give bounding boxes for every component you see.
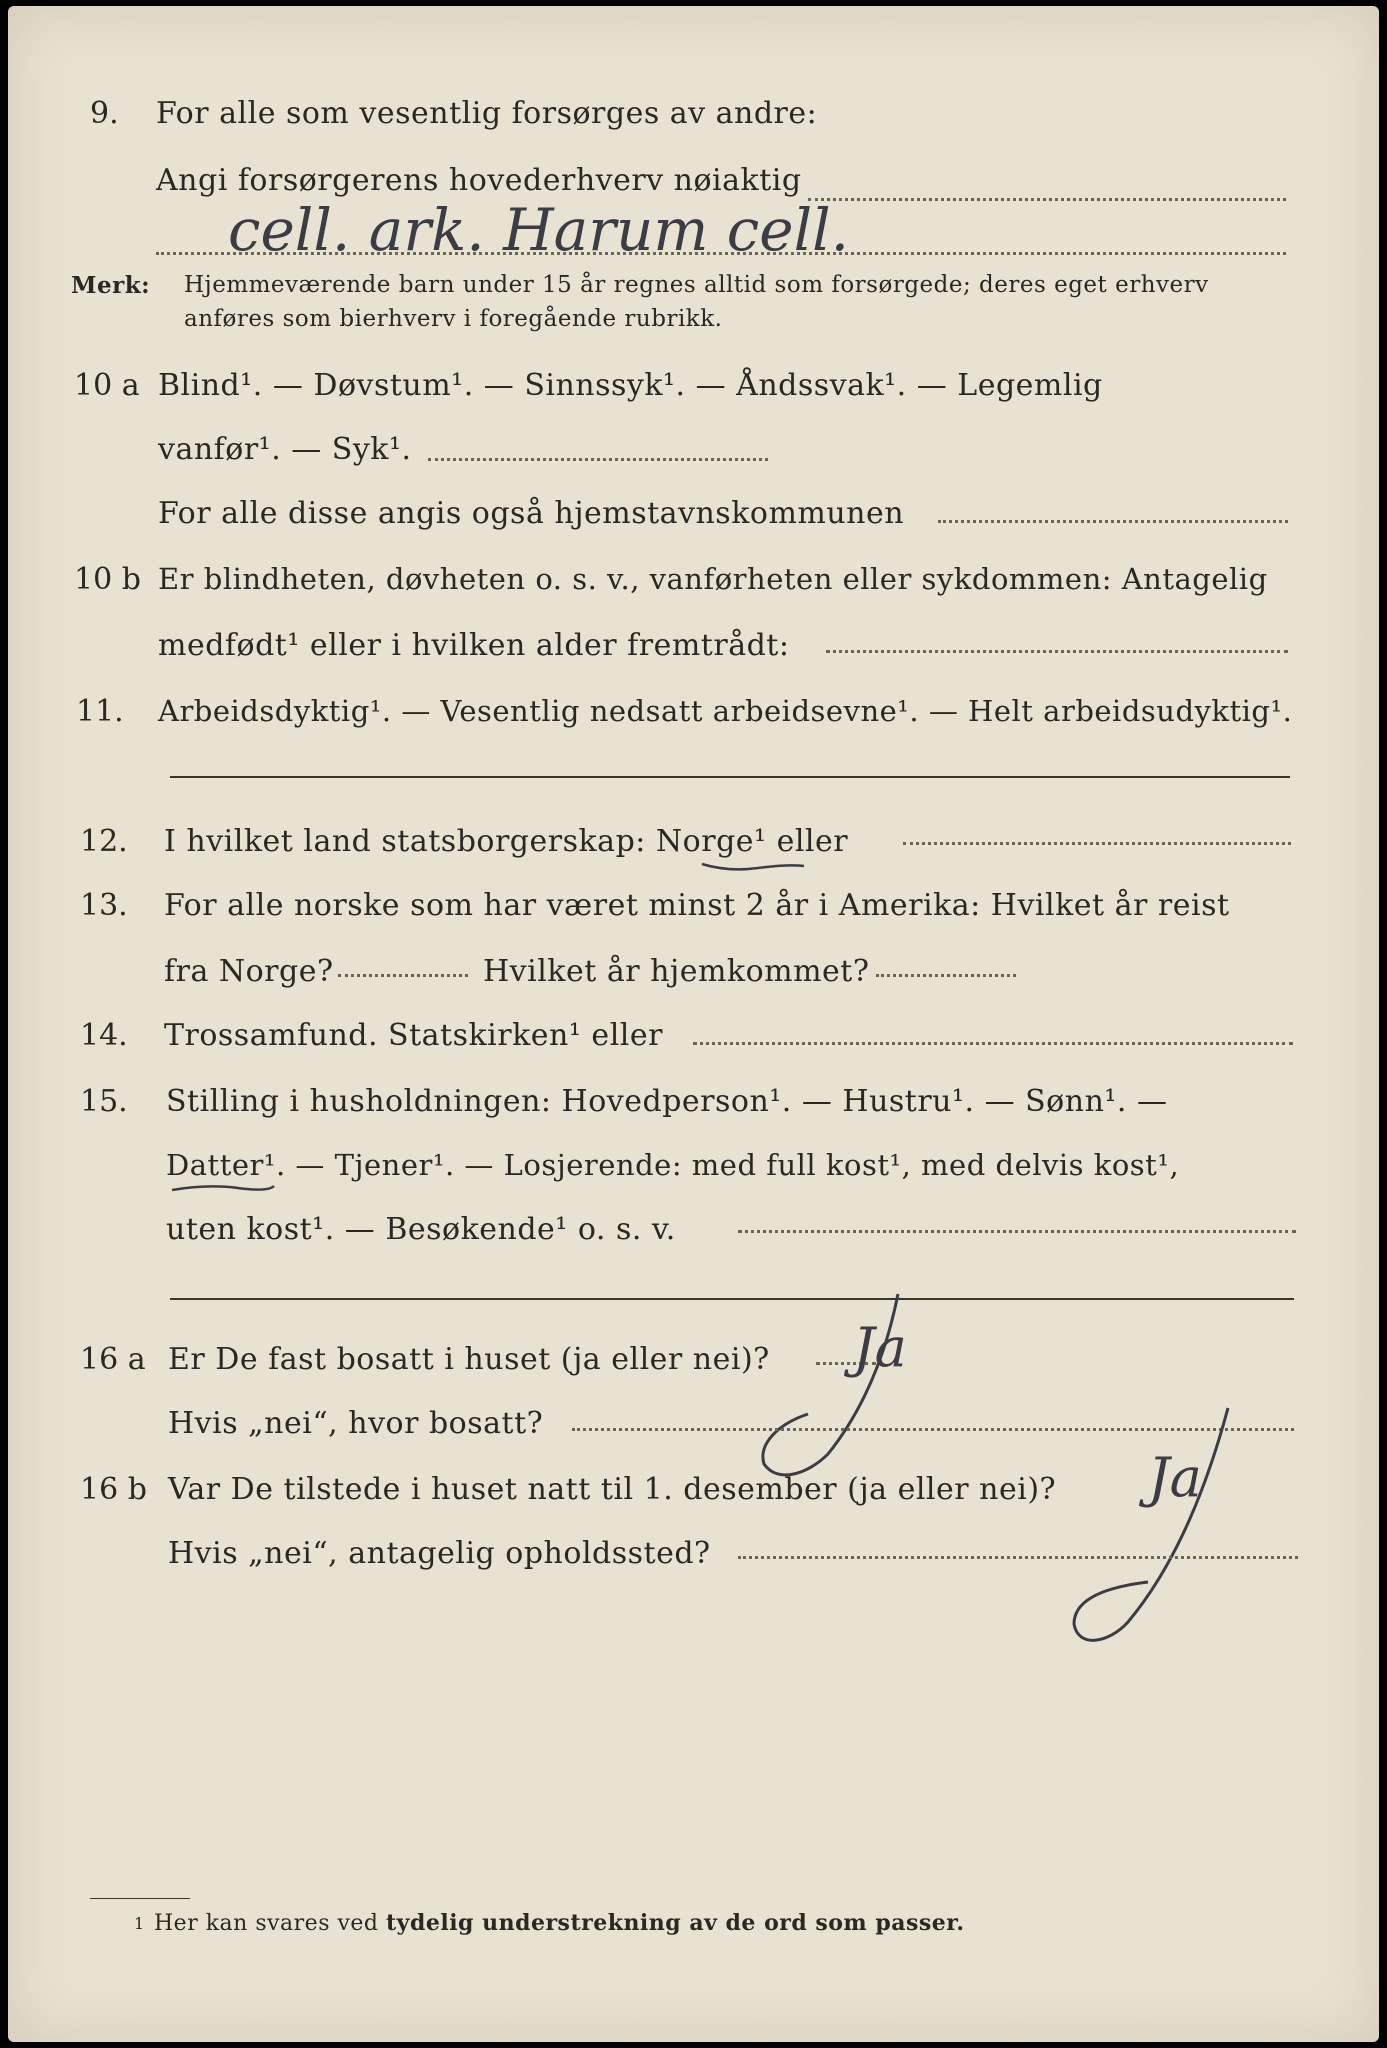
- q15-line3: uten kost¹. — Besøkende¹ o. s. v.: [166, 1212, 676, 1247]
- q9-line1: For alle som vesentlig forsørges av andre:: [156, 96, 818, 131]
- footnote-mark: 1: [134, 1914, 145, 1933]
- q15-line1: Stilling i husholdningen: Hovedperson¹. — Hustru¹. — Sønn¹. —: [166, 1084, 1168, 1119]
- q10a-hjemstavn-line: [938, 520, 1288, 523]
- separator-2: [170, 1298, 1294, 1300]
- footnote-text-plain: Her kan svares ved: [154, 1911, 387, 1936]
- q16b-opholdssted-line: [738, 1556, 1298, 1559]
- q16b-line2: Hvis „nei“, antagelig opholdssted?: [168, 1536, 711, 1571]
- footnote-rule: [90, 1898, 190, 1899]
- q9-number: 9.: [90, 96, 119, 131]
- q10a-dotted-line: [428, 458, 768, 461]
- q16a-number: 16 a: [80, 1342, 146, 1377]
- q16a-line1: Er De fast bosatt i huset (ja eller nei)?: [168, 1342, 770, 1377]
- q15-dotted-line: [738, 1230, 1296, 1233]
- q13-line2b: Hvilket år hjemkommet?: [483, 954, 870, 989]
- q13-number: 13.: [80, 888, 128, 923]
- q9-answer-line: [156, 252, 1286, 255]
- q16a-handwritten-stroke: [748, 1284, 948, 1484]
- q9-handwritten-answer: cell. ark. Harum cell.: [228, 196, 850, 264]
- q10b-number: 10 b: [74, 562, 141, 597]
- q14-line1: Trossamfund. Statskirken¹ eller: [164, 1018, 663, 1053]
- q11-line1: Arbeidsdyktig¹. — Vesentlig nedsatt arbeidsevne¹. — Helt arbeidsudyktig¹.: [158, 694, 1293, 728]
- q16a-line2: Hvis „nei“, hvor bosatt?: [168, 1406, 544, 1441]
- merk-label: Merk:: [71, 272, 151, 299]
- merk-line2: anføres som bierhverv i foregående rubrikk.: [184, 306, 723, 332]
- q16b-handwritten-stroke: [1038, 1392, 1258, 1652]
- q12-dotted-line: [903, 842, 1291, 845]
- norge-underline-mark: [698, 856, 808, 876]
- q13-line1: For alle norske som har været minst 2 år i Amerika: Hvilket år reist: [164, 888, 1230, 923]
- q9-dotted-line: [808, 198, 1286, 201]
- q10b-dotted-line: [826, 650, 1288, 653]
- q13-hjemkommet-line: [876, 974, 1016, 977]
- q15-line2: Datter¹. — Tjener¹. — Losjerende: med full kost¹, med delvis kost¹,: [166, 1148, 1180, 1182]
- q12-line1: I hvilket land statsborgerskap: Norge¹ eller: [164, 824, 849, 859]
- q16a-handwritten-answer: Ja: [853, 1316, 907, 1379]
- q13-line2a: fra Norge?: [164, 954, 334, 989]
- q16b-number: 16 b: [80, 1472, 147, 1507]
- q14-number: 14.: [80, 1018, 128, 1053]
- footnote-text-bold: tydelig understrekning av de ord som passer.: [386, 1910, 965, 1936]
- q10a-line3: For alle disse angis også hjemstavnskommunen: [158, 496, 905, 531]
- q10a-number: 10 a: [74, 368, 140, 403]
- q11-number: 11.: [76, 694, 124, 729]
- census-form-page: [8, 6, 1379, 2042]
- q14-dotted-line: [693, 1042, 1293, 1045]
- q12-number: 12.: [80, 824, 128, 859]
- merk-line1: Hjemmeværende barn under 15 år regnes alltid som forsørgede; deres eget erhverv: [184, 272, 1209, 298]
- q10b-line2: medfødt¹ eller i hvilken alder fremtrådt:: [158, 628, 790, 663]
- q16b-handwritten-answer: Ja: [1148, 1446, 1202, 1509]
- datter-underline-mark: [168, 1180, 278, 1198]
- q9-line2: Angi forsørgerens hovederhverv nøiaktig: [156, 163, 802, 198]
- q15-number: 15.: [80, 1084, 128, 1119]
- footnote-text: [154, 1910, 965, 1936]
- q13-reist-line: [338, 974, 468, 977]
- q10a-line2: vanfør¹. — Syk¹.: [158, 432, 412, 467]
- q10a-line1: Blind¹. — Døvstum¹. — Sinnssyk¹. — Åndssvak¹. — Legemlig: [158, 368, 1103, 403]
- q10b-line1: Er blindheten, døvheten o. s. v., vanførheten eller sykdommen: Antagelig: [158, 562, 1268, 596]
- q16b-line1: Var De tilstede i huset natt til 1. desember (ja eller nei)?: [168, 1472, 1057, 1507]
- separator-1: [170, 776, 1290, 778]
